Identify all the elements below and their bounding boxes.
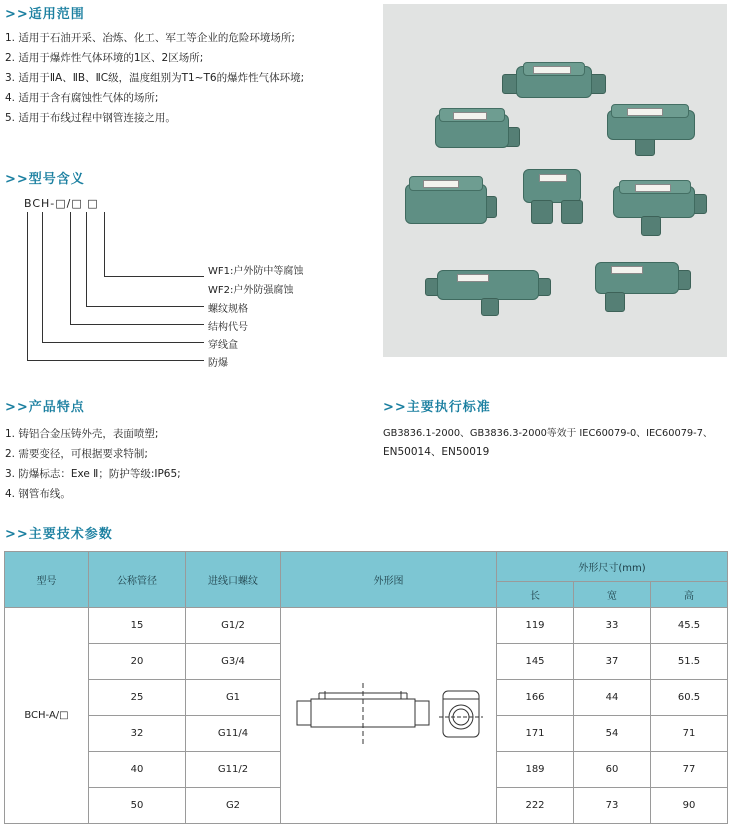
model-label: 结构代号 [208,322,248,333]
width-cell: 60 [574,752,651,788]
scope-item: 5. 适用于布线过程中钢管连接之用。 [5,112,176,124]
width-cell: 73 [574,788,651,824]
thread-cell: G11/4 [186,716,281,752]
scope-item: 2. 适用于爆炸性气体环境的1区、2区场所; [5,52,204,64]
height-cell: 90 [651,788,728,824]
params-title: >>主要技术参数 [5,527,113,542]
width-cell: 33 [574,608,651,644]
features-title: >>产品特点 [5,400,85,415]
height-cell: 45.5 [651,608,728,644]
height-cell: 71 [651,716,728,752]
height-cell: 51.5 [651,644,728,680]
height-cell: 60.5 [651,680,728,716]
thread-cell: G2 [186,788,281,824]
length-cell: 222 [497,788,574,824]
scope-item: 4. 适用于含有腐蚀性气体的场所; [5,92,159,104]
feature-item: 1. 铸铝合金压铸外壳，表面喷塑; [5,428,159,440]
feature-item: 3. 防爆标志：Exe Ⅱ；防护等级:IP65; [5,468,181,480]
width-cell: 37 [574,644,651,680]
model-label: WF1:户外防中等腐蚀 [208,266,304,277]
thread-cell: G11/2 [186,752,281,788]
header-thread: 进线口螺纹 [186,552,281,608]
product-photo [383,4,727,357]
scope-title: >>适用范围 [5,7,85,22]
table-row [5,608,728,644]
feature-item: 4. 钢管布线。 [5,488,71,500]
standard-text [383,424,728,462]
model-label: 螺纹规格 [208,304,248,315]
nominal-cell: 40 [89,752,186,788]
model-label: 防爆 [208,358,228,369]
header-length: 长 [497,582,574,608]
thread-cell: G3/4 [186,644,281,680]
width-cell: 44 [574,680,651,716]
length-cell: 171 [497,716,574,752]
nominal-cell: 32 [89,716,186,752]
header-model: 型号 [5,552,89,608]
scope-list [5,28,304,128]
feature-item: 2. 需要变径，可根据要求特制; [5,448,148,460]
model-label: WF2:户外防强腐蚀 [208,285,294,296]
length-cell: 189 [497,752,574,788]
thread-cell: G1 [186,680,281,716]
nominal-cell: 25 [89,680,186,716]
model-title: >>型号含义 [5,172,85,187]
header-width: 宽 [574,582,651,608]
length-cell: 145 [497,644,574,680]
features-list [5,424,181,504]
model-cell: BCH-A/□ [5,608,89,824]
drawing-cell [281,608,497,824]
length-cell: 166 [497,680,574,716]
header-dims: 外形尺寸(mm) [497,552,728,582]
outline-drawing [289,669,489,759]
standard-line: EN50014、EN50019 [383,446,490,458]
nominal-cell: 15 [89,608,186,644]
standard-line: GB3836.1-2000、GB3836.3-2000等效于 IEC60079-0、IEC60079-7、 [383,428,713,439]
header-height: 高 [651,582,728,608]
model-code: BCH-□/□ □ [24,197,99,210]
nominal-cell: 50 [89,788,186,824]
header-drawing: 外形图 [281,552,497,608]
spec-table [4,551,728,824]
nominal-cell: 20 [89,644,186,680]
standard-title: >>主要执行标准 [383,400,491,415]
height-cell: 77 [651,752,728,788]
header-nominal: 公称管径 [89,552,186,608]
width-cell: 54 [574,716,651,752]
scope-item: 3. 适用于ⅡA、ⅡB、ⅡC级，温度组别为T1~T6的爆炸性气体环境; [5,72,305,84]
thread-cell: G1/2 [186,608,281,644]
length-cell: 119 [497,608,574,644]
scope-item: 1. 适用于石油开采、冶炼、化工、军工等企业的危险环境场所; [5,32,295,44]
model-label: 穿线盒 [208,340,238,351]
